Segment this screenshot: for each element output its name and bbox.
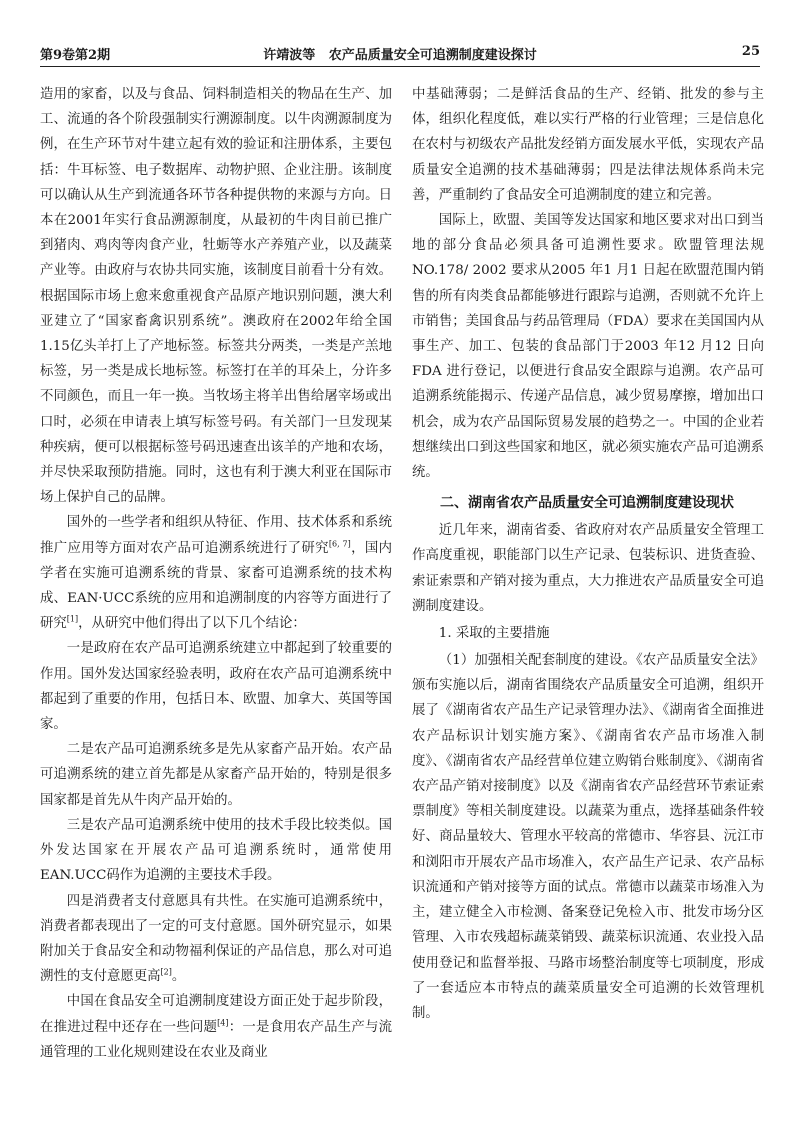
section-heading: 二、湖南省农产品质量安全可追溯制度建设现状 (440, 495, 734, 512)
paragraph: 国际上，欧盟、美国等发达国家和地区要求对出口到当地的部分食品必须具备可追溯性要求。欧盟管理法规NO.178/ 2002 要求从2005 年1 月1 日起在欧盟范围内销售的所有肉类食品都能够进行跟踪与追溯，否则就不允许上市销售；美国食品与药品管理局（FDA）要求在美国国内从事生产、加工、包装的食品部门于2003 年12 月12 日向FDA 进行登记，以便进行食品安全跟踪与追溯。农产品可追溯系统能揭示、传递产品信息，减少贸易摩擦，增加出口机会，成为农产品国际贸易发展的趋势之一。中国的企业若想继续出口到这些国家和地区，就必须实施农产品可追溯系统。 (412, 213, 764, 481)
citation: [4] (217, 1018, 229, 1028)
journal-volume: 第9卷第2期 (40, 48, 111, 63)
paragraph: 四是消费者支付意愿具有共性。在实施可追溯系统中，消费者都表现出了一定的可支付意愿。国外研究显示，如果附加关于食品安全和动物福利保证的产品信息，那么对可追溯性的支付意愿更高[2]。 (40, 893, 392, 985)
subsection-heading: 1. 采取的主要措施 (438, 626, 550, 642)
right-column (412, 82, 764, 1026)
paragraph: 三是农产品可追溯系统中使用的技术手段比较类似。国外发达国家在开展农产品可追溯系统时，通常使用EAN.UCC码作为追溯的主要技术手段。 (40, 817, 392, 884)
paragraph: 造用的家畜，以及与食品、饲料制造相关的物品在生产、加工、流通的各个阶段强制实行溯源制度。以牛肉溯源制度为例，在生产环节对牛建立起有效的验证和注册体系，主要包括：牛耳标签、电子数据库、动物护照、企业注册。该制度可以确认从生产到流通各环节各种提供物的来源与方向。日本在2001年实行食品溯源制度，从最初的牛肉目前已推广到猪肉、鸡肉等肉食产业，牡蛎等水产养殖产业，以及蔬菜产业等。由政府与农协共同实施，该制度目前看十分有效。根据国际市场上愈来愈重视食产品原产地识别问题，澳大利亚建立了“国家畜禽识别系统”。澳政府在2002年给全国1.15亿头羊打上了产地标签。标签共分两类，一类是产羔地标签，另一类是成长地标签。标签打在羊的耳朵上，分许多不同颜色，而且一年一换。当牧场主将羊出售给屠宰场或出口时，必须在申请表上填写标签号码。有关部门一旦发现某种疾病，便可以根据标签号码迅速查出该羊的产地和农场，并尽快采取预防措施。同时，这也有利于澳大利亚在国际市场上保护自己的品牌。 (40, 87, 392, 506)
paragraph: （1）加强相关配套制度的建设。《农产品质量安全法》颁布实施以后，湖南省围绕农产品质量安全可追溯，组织开展了《湖南省农产品生产记录管理办法》、《湖南省全面推进农产品标识计划实施方案》、《湖南省农产品市场准入制度》、《湖南省农产品经营单位建立购销台账制度》、《湖南省农产品产销对接制度》以及《湖南省农产品经营环节索证索票制度》等相关制度建设。以蔬菜为重点，选择基础条件较好、商品量较大、管理水平较高的常德市、华容县、沅江市和浏阳市开展农产品市场准入，农产品生产记录、农产品标识流通和产销对接等方面的试点。常德市以蔬菜市场准入为主，建立健全入市检测、备案登记免检入市、批发市场分区管理、入市农残超标蔬菜销毁、蔬菜标识流通、农业投入品使用登记和监督举报、马路市场整治制度等七项制度，形成了一套适应本市特点的蔬菜质量安全可追溯的长效管理机制。 (412, 653, 764, 1021)
header-authors: 许靖波等 (263, 48, 316, 63)
page-number: 25 (741, 44, 760, 59)
citation: [2] (160, 967, 172, 977)
paragraph: 国外的一些学者和组织从特征、作用、技术体系和系统推广应用等方面对农产品可追溯系统进行了研究[6, 7]，国内学者在实施可追溯系统的背景、家畜可追溯系统的技术构成、EAN·UCC系统的应用和追溯制度的内容等方面进行了研究[1]，从研究中他们得出了以下几个结论： (40, 515, 392, 632)
paragraph: 一是政府在农产品可追溯系统建立中都起到了较重要的作用。国外发达国家经验表明，政府在农产品可追溯系统中都起到了重要的作用，包括日本、欧盟、加拿大、英国等国家。 (40, 641, 392, 733)
header-article-title: 农产品质量安全可追溯制度建设探讨 (328, 48, 537, 63)
paragraph: 中基础薄弱；二是鲜活食品的生产、经销、批发的参与主体，组织化程度低，难以实行严格的行业管理；三是信息化在农村与初级农产品批发经销方面发展水平低，实现农产品质量安全追溯的技术基础薄弱；四是法律法规体系尚未完善，严重制约了食品安全可追溯制度的建立和完善。 (412, 87, 764, 203)
left-column (40, 82, 392, 1065)
running-title (40, 44, 760, 63)
paragraph: 二是农产品可追溯系统多是先从家畜产品开始。农产品可追溯系统的建立首先都是从家畜产品开始的，特别是很多国家都是首先从牛肉产品开始的。 (40, 742, 392, 808)
citation: [6, 7] (328, 539, 351, 549)
paragraph: 近几年来，湖南省委、省政府对农产品质量安全管理工作高度重视，职能部门以生产记录、包装标识、进货查验、索证索票和产销对接为重点，大力推进农产品质量安全可追溯制度建设。 (412, 523, 764, 614)
paragraph: 中国在食品安全可追溯制度建设方面正处于起步阶段，在推进过程中还存在一些问题[4]：一是食用农产品生产与流通管理的工业化规则建设在农业及商业 (40, 994, 392, 1060)
citation: [1] (66, 614, 79, 624)
running-header (40, 40, 760, 67)
